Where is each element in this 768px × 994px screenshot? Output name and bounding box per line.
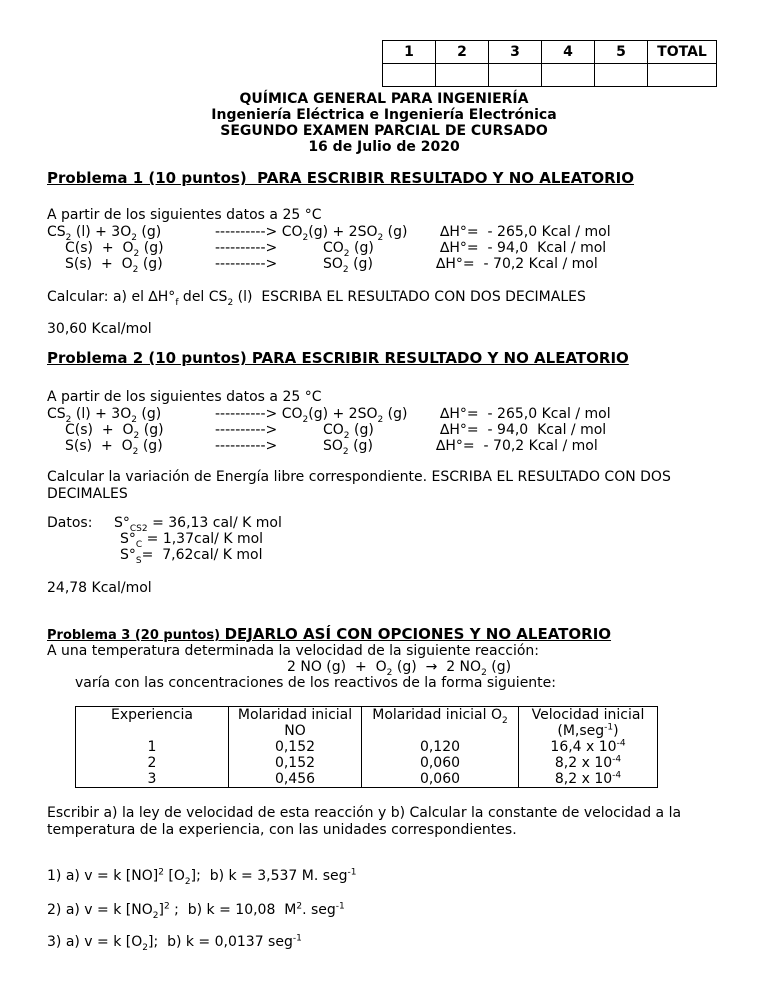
reaction-2-reactants: $C(s) + O_2$ (g) [65, 240, 164, 259]
cell-no: 0,152 [229, 755, 362, 771]
cell-no: 0,456 [229, 771, 362, 788]
cell-v: 16,4 x $10^{-4}$ [519, 739, 658, 755]
problem-1-answer: 30,60 Kcal/mol [47, 321, 152, 337]
reaction-2-arrow: ----------> [215, 240, 278, 256]
reaction-3-enthalpy: ∆H°= - 70,2 Kcal / mol [436, 256, 598, 272]
problem-1-intro: A partir de los siguientes datos a 25 °C [47, 207, 322, 223]
table-row [76, 739, 658, 755]
problem-1-title: Problema 1 (10 puntos) PARA ESCRIBIR RESULTADO Y NO ALEATORIO [47, 169, 635, 187]
cell-exp: 1 [76, 739, 229, 755]
reaction-2-reactants: $C(s) + O_2$ (g) [65, 422, 164, 441]
reaction-2-arrow: ----------> [215, 422, 278, 438]
reaction-3-reactants: $S(s) + O_2$ (g) [65, 256, 163, 275]
problem-1-question: Calcular: a) el $\Delta H^\circ_f$ del $CS_2$ (l) ESCRIBA EL RESULTADO CON DOS DECIMALES [47, 289, 586, 308]
reaction-1-products: ----------> $CO_2(g) + 2SO_2$ (g) [215, 224, 408, 243]
cell-exp: 3 [76, 771, 229, 788]
reaction-3-enthalpy: ∆H°= - 70,2 Kcal / mol [436, 438, 598, 454]
score-cell-1 [383, 64, 436, 87]
problem-3-equation: 2 NO $(g) + O_2$ (g) → 2 $NO_2$ (g) [287, 659, 512, 678]
problem-2-intro: A partir de los siguientes datos a 25 °C [47, 389, 322, 405]
score-header-1: 1 [383, 41, 436, 64]
problem-3-intro-2: varía con las concentraciones de los reactivos de la forma siguiente: [75, 675, 557, 691]
reaction-3-arrow: ----------> [215, 256, 278, 272]
cell-o2: 0,120 [362, 739, 519, 755]
score-cell-2 [436, 64, 489, 87]
problem-3-question: Escribir a) la ley de velocidad de esta reacción y b) Calcular la constante de velocidad a la temperatura de la experiencia, con las unidades correspondientes. [47, 805, 682, 838]
reaction-1-enthalpy: ∆H°= - 265,0 Kcal / mol [440, 406, 611, 422]
score-cell-5 [595, 64, 648, 87]
table-row [76, 755, 658, 771]
score-table [382, 40, 717, 87]
exam-date: 16 de Julio de 2020 [308, 139, 460, 155]
cell-v: 8,2 x $10^{-4}$ [519, 755, 658, 771]
score-header-total: TOTAL [648, 41, 717, 64]
score-header-5: 5 [595, 41, 648, 64]
option-2: 2) a) v = k $[NO_2]^2$ ; b) k = 10,08 $M^2$. seg$^{-1}$ [47, 901, 345, 921]
entropy-c: $S^\circ_C = 1,37cal/$ K mol [120, 531, 264, 550]
reaction-1-reactants: $CS_2$ $(l) + 3O_2$ (g) [47, 406, 162, 425]
experiment-table [75, 706, 658, 788]
datos-label: Datos: [47, 515, 93, 531]
reaction-2-enthalpy: ∆H°= - 94,0 Kcal / mol [440, 240, 607, 256]
score-header-2: 2 [436, 41, 489, 64]
problem-2-question: Calcular la variación de Energía libre correspondiente. ESCRIBA EL RESULTADO CON DOS DECIMALES [47, 469, 671, 502]
score-cell-3 [489, 64, 542, 87]
course-title: QUÍMICA GENERAL PARA INGENIERÍA [239, 91, 529, 107]
problem-2-answer: 24,78 Kcal/mol [47, 580, 152, 596]
option-3: 3) a) v = k $[O_2]$; b) k = 0,0137 seg$^{-1}$ [47, 933, 302, 953]
reaction-3-arrow: ----------> [215, 438, 278, 454]
problem-3-title: Problema 3 (20 puntos) DEJARLO ASÍ CON OPCIONES Y NO ALEATORIO [47, 625, 612, 643]
col-header-experiencia: Experiencia [76, 707, 229, 740]
cell-exp: 2 [76, 755, 229, 771]
reaction-1-enthalpy: ∆H°= - 265,0 Kcal / mol [440, 224, 611, 240]
cell-o2: 0,060 [362, 755, 519, 771]
col-header-no: Molaridad inicial NO [229, 707, 362, 740]
problem-3-intro: A una temperatura determinada la velocidad de la siguiente reacción: [47, 643, 540, 659]
entropy-cs2: $S^\circ_{CS2} = 36,13$ cal/ K mol [114, 515, 282, 534]
reaction-1-reactants: $CS_2$ $(l) + 3O_2$ (g) [47, 224, 162, 243]
entropy-s: $S^\circ_S= 7,62cal/$ K mol [120, 547, 263, 566]
score-header-4: 4 [542, 41, 595, 64]
score-cell-total [648, 64, 717, 87]
col-header-velocidad: Velocidad inicial (M,seg$^{-1}$) [519, 707, 658, 740]
reaction-2-enthalpy: ∆H°= - 94,0 Kcal / mol [440, 422, 607, 438]
reaction-3-products: $SO_2$ (g) [323, 438, 373, 457]
reaction-1-products: ----------> $CO_2(g) + 2SO_2$ (g) [215, 406, 408, 425]
score-cell-4 [542, 64, 595, 87]
table-row [76, 771, 658, 788]
reaction-3-products: $SO_2$ (g) [323, 256, 373, 275]
exam-title: SEGUNDO EXAMEN PARCIAL DE CURSADO [220, 123, 548, 139]
cell-o2: 0,060 [362, 771, 519, 788]
option-1: 1) a) v = k [NO]$^2$ $[O_2]$; b) k = 3,537 M. seg$^{-1}$ [47, 867, 357, 887]
career-line: Ingeniería Eléctrica e Ingeniería Electrónica [211, 107, 557, 123]
col-header-o2: Molaridad inicial $O_2$ [362, 707, 519, 740]
reaction-2-products: $CO_2$ (g) [323, 422, 374, 441]
reaction-2-products: $CO_2$ (g) [323, 240, 374, 259]
reaction-3-reactants: $S(s) + O_2$ (g) [65, 438, 163, 457]
problem-2-title: Problema 2 (10 puntos) PARA ESCRIBIR RESULTADO Y NO ALEATORIO [47, 349, 629, 367]
cell-v: 8,2 x $10^{-4}$ [519, 771, 658, 788]
score-header-3: 3 [489, 41, 542, 64]
cell-no: 0,152 [229, 739, 362, 755]
